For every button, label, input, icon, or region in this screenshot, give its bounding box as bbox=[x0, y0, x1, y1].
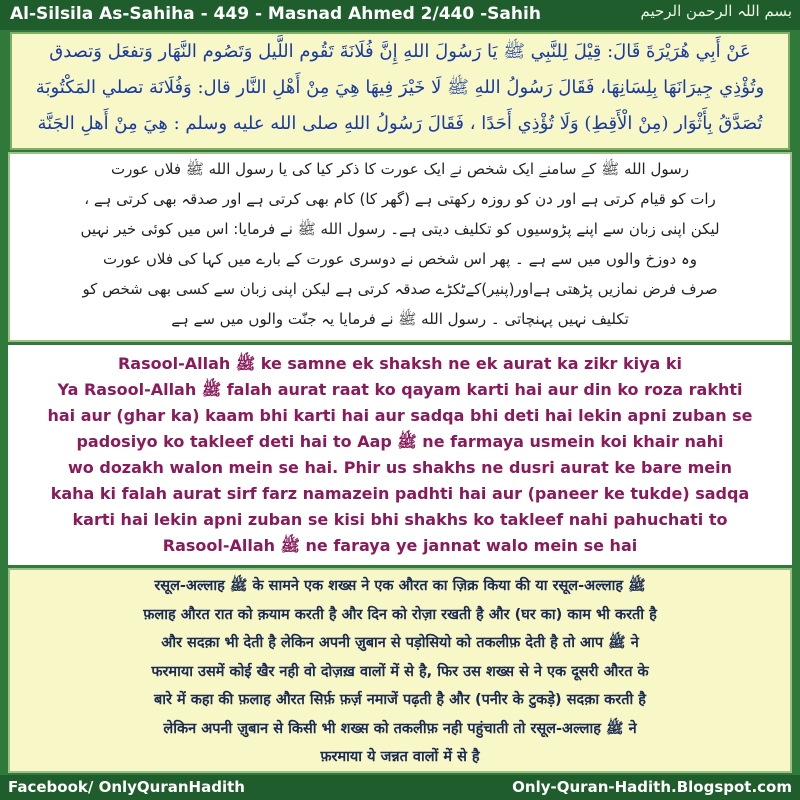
urdu-line: صرف فرض نمازیں پڑھتی ہےاور(پنیر)کےٹکڑے صدقہ کرتی ہے لیکن اپنی زبان سے کسی بھی شخص کو bbox=[82, 280, 718, 298]
header-banner bbox=[0, 0, 800, 30]
roman-line: Ya Rasool-Allah ﷺ falah aurat raat ko qayam karti hai aur din ko roza rakhti bbox=[57, 380, 743, 399]
hindi-line: रसूल-अल्लाह ﷺ के सामने एक शख्स ने एक औरत का ज़िक्र किया की या रसूल-अल्लाह ﷺ bbox=[154, 578, 646, 594]
arabic-line: تُصَدَّقُ بِأَثْوَار (مِنْ الْأَقِطِ) وَلَا تُؤْذِي أَحَدًا ، فَقَالَ رَسُولُ اللهِ صلى الله عليه وسلم : هِيَ مِنْ أَهلِ الجَنَّة bbox=[37, 113, 763, 134]
facebook-link[interactable]: Facebook/ OnlyQuranHadith bbox=[8, 778, 245, 796]
roman-line: Rasool-Allah ﷺ ke samne ek shaksh ne ek aurat ka zikr kiya ki bbox=[117, 354, 682, 373]
arabic-line: وتُؤْذِي جِيرَانَهَا بِلِسَانِهَا، فَقَالَ رَسُولُ اللهِ ﷺ لَا خَيْرَ فِيهَا هِيَ مِنْ أَهْلِ النَّار قال: وَفُلَانَة تصلي المَكْتُوبَة bbox=[35, 77, 765, 98]
hindi-translation-panel bbox=[8, 568, 792, 773]
arabic-line: عَنْ أَبِي هُرَيْرَةَ قَالَ: قِيْلَ لِلنَّبِي ﷺ يَا رَسُولَ اللهِ إِنَّ فُلَانَةَ تَقُوم اللَّيل وَتَصُوم النَّهَار وَتفعَل وَتصدق bbox=[49, 41, 751, 62]
roman-line: wo dozakh walon mein se hai. Phir us shakhs ne dusri aurat ke bare mein bbox=[68, 458, 732, 477]
roman-line: hai aur (ghar ka) kaam bhi karti hai aur sadqa bhi deti hai lekin apni zuban se bbox=[47, 406, 753, 425]
hindi-line: और सदक़ा भी देती है लेकिन अपनी ज़ुबान से पड़ोसियो को तकलीफ़ देती है तो आप ﷺ ने bbox=[161, 635, 639, 651]
urdu-line: تکلیف نہیں پہنچاتی ۔ رسول الله ﷺ نے فرمایا یہ جنّت والوں میں سے ہے bbox=[171, 310, 629, 328]
urdu-line: لیکن اپنی زبان سے اپنے پڑوسیوں کو تکلیف دیتی ہے۔ رسول الله ﷺ نے فرمایا: اس میں کوئی خیر نہیں bbox=[80, 220, 720, 238]
urdu-translation-panel bbox=[8, 152, 792, 342]
hindi-line: लेकिन अपनी ज़ुबान से किसी भी शख्स को तकलीफ़ नही पहुंचाती तो रसूल-अल्लाह ﷺ ने bbox=[163, 720, 637, 737]
urdu-line: رات کو قیام کرتی ہے اور دن کو روزہ رکھتی ہے (گھر کا) کام بھی کرتی ہے اور صدقہ بھی کرتی ہے ، bbox=[84, 190, 716, 208]
roman-urdu-translation-panel bbox=[8, 345, 792, 565]
hindi-line: फरमाया उसमें कोई खैर नही वो दोज़ख़ वालों में से है, फिर उस शख्स से ने एक दूसरी औरत के bbox=[151, 663, 649, 680]
urdu-line: وہ دوزخ والوں میں سے ہے ۔ پھر اس شخص نے دوسری عورت کے بارے میں کہا کی فلاں عورت bbox=[103, 250, 697, 268]
roman-line: kaha ki falah aurat sirf farz namazein padhti hai aur (paneer ke tukde) sadqa bbox=[50, 484, 750, 503]
roman-line: karti hai lekin apni zuban se kisi bhi shakhs ko takleef nahi pahuchati to bbox=[72, 510, 728, 529]
blog-link[interactable]: Only-Quran-Hadith.Blogspot.com bbox=[512, 778, 792, 796]
roman-line: Rasool-Allah ﷺ ne faraya ye jannat walo mein se hai bbox=[162, 536, 638, 555]
urdu-line: رسول الله ﷺ کے سامنے ایک شخص نے ایک عورت کا ذکر کیا کی یا رسول الله ﷺ فلاں عورت bbox=[111, 160, 689, 178]
roman-line: padosiyo ko takleef deti hai to Aap ﷺ ne farmaya usmein koi khair nahi bbox=[76, 432, 724, 451]
hindi-line: फ़लाह औरत रात को क़याम करती है और दिन को रोज़ा रखती है और (घर का) काम भी करती है bbox=[143, 606, 657, 623]
arabic-hadith-panel bbox=[10, 32, 790, 150]
bismillah-calligraphy: بسم اللہ الرحمن الرحیم bbox=[640, 2, 792, 20]
reference-title: Al-Silsila As-Sahiha - 449 - Masnad Ahmed 2/440 -Sahih bbox=[10, 4, 541, 24]
footer-banner bbox=[0, 775, 800, 800]
hindi-line: फ़रमाया ये जन्नत वालों में से है bbox=[320, 749, 480, 765]
hindi-line: बारे में कहा की फ़लाह औरत सिर्फ़ फ़र्ज़ नमाजें पढ़ती है और (पनीर के टुकड़े) सदक़ा करती है bbox=[154, 692, 646, 708]
